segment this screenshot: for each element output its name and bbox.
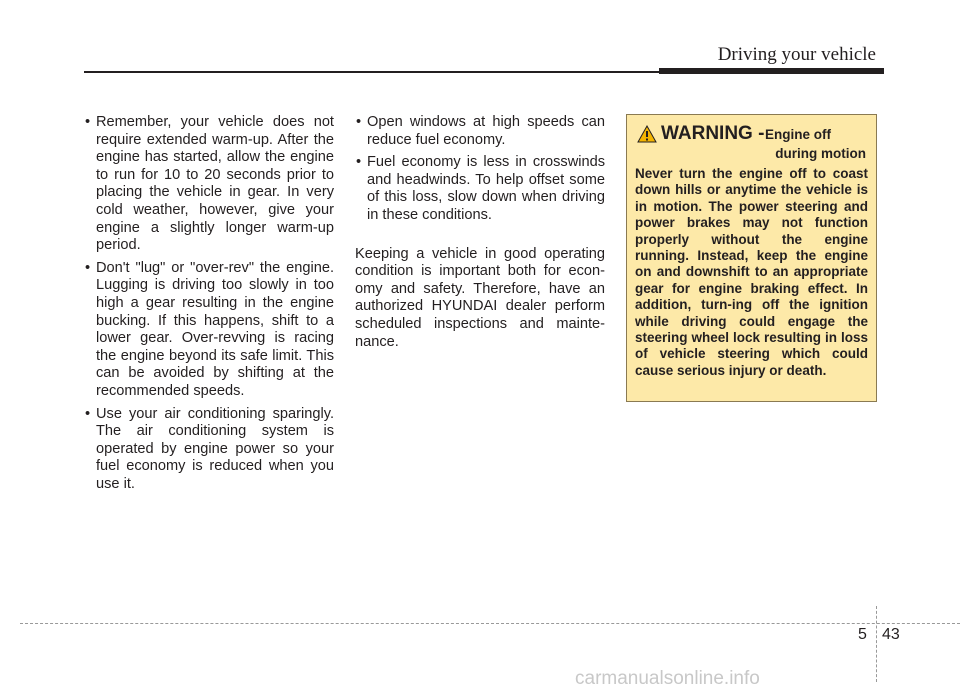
chapter-number: 5 bbox=[858, 626, 867, 643]
column-middle bbox=[355, 114, 605, 366]
footer-divider bbox=[20, 623, 960, 624]
bullet-item: • Remember, your vehicle does not require extended warm-up. After the engine has started, allow the engine to run for 10 to 20 seconds prior to placing the vehicle in gear. In very cold weather, however, give your engine a slightly longer warm-up period. bbox=[84, 114, 334, 255]
bullet-item: • Open windows at high speeds can reduce fuel economy. bbox=[355, 114, 605, 149]
bullet-item: • Fuel economy is less in crosswinds and headwinds. To help offset some of this loss, slow down when driving in these conditions. bbox=[355, 154, 605, 224]
header-rule-accent bbox=[659, 68, 884, 74]
warning-box bbox=[626, 114, 877, 402]
bullet-item: • Don't "lug" or "over-rev" the engine. Lugging is driving too slowly in too high a gear resulting in the engine bucking. If this happens, shift to a lower gear. Over-revving is racing the engine beyond its safe limit. This can be avoided by shifting at the recommended speeds. bbox=[84, 260, 334, 401]
section-title: Driving your vehicle bbox=[717, 44, 876, 65]
warning-label: WARNING - bbox=[661, 123, 765, 144]
warning-body: Never turn the engine off to coast down hills or anytime the vehicle is in motion. The power steering and power brakes may not function properly without the engine running. Instead, keep the engine on and downshift to an appropriate gear for engine braking effect. In addition, turn-ing off the ignition while driving could engage the steering wheel lock resulting in loss of vehicle steering which could cause serious injury or death. bbox=[635, 166, 868, 378]
column-left bbox=[84, 114, 334, 498]
watermark: carmanualsonline.info bbox=[575, 668, 760, 689]
warning-subtitle-cont: during motion bbox=[775, 146, 866, 161]
bullet-item: • Use your air conditioning sparingly. The air conditioning system is operated by engine power so your fuel economy is reduced when you use it. bbox=[84, 406, 334, 494]
warning-triangle-icon bbox=[637, 125, 657, 143]
body-paragraph: Keeping a vehicle in good operating condition is important both for econ-omy and safety. Therefore, have an authorized HYUNDAI dealer perform scheduled inspections and mainte-nance. bbox=[355, 245, 605, 350]
page-number-divider bbox=[876, 606, 877, 682]
warning-subtitle: Engine off bbox=[765, 127, 831, 142]
warning-header bbox=[635, 125, 868, 163]
page-number: 43 bbox=[882, 626, 900, 643]
